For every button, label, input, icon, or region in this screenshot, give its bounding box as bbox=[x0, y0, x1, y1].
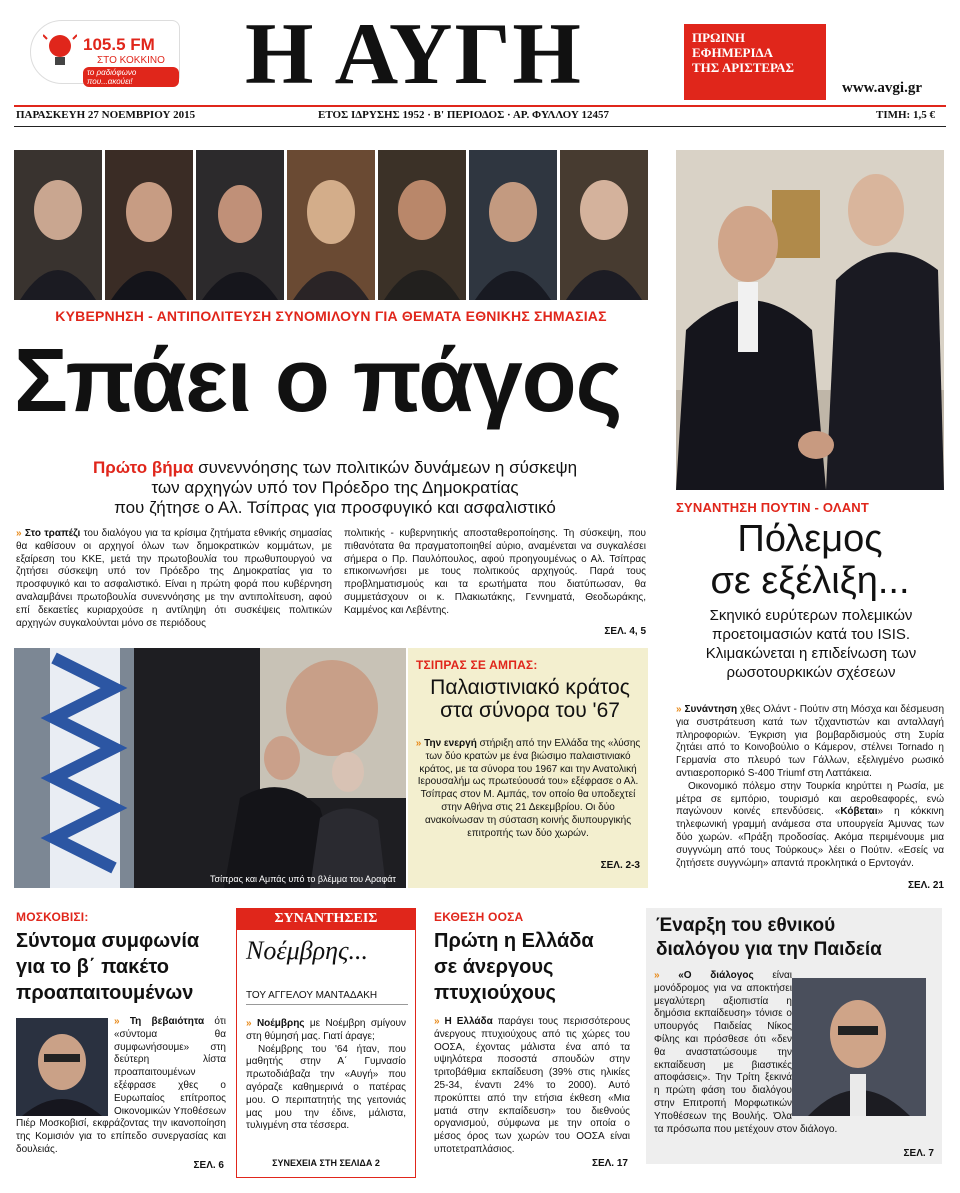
moscovici-body bbox=[16, 1016, 226, 1157]
body-paragraph: Νοέμβρης του '64 ήταν, που μαθητής στην Α΄ Γυμνασίο πρωτοδιάβαζα την «Αυγή» που αγόραζε καθημερινά ο πατέρας μου. Ο περιπατητής της γειτονιάς μας μου την έδινε, μάλιστα, τυλιγμένη στα τέσσερα. bbox=[246, 1043, 406, 1132]
body-paragraph bbox=[676, 781, 944, 871]
column-author: ΤΟΥ ΑΓΓΕΛΟΥ ΜΑΝΤΑΔΑΚΗ bbox=[246, 990, 408, 1005]
headline-line: διαλόγου για την Παιδεία bbox=[656, 939, 882, 960]
tagline-box bbox=[684, 24, 826, 100]
headline-line: σε άνεργους bbox=[434, 956, 554, 978]
oecd-page-ref: ΣΕΛ. 17 bbox=[591, 1158, 628, 1169]
tsipras-abbas-photo bbox=[14, 648, 406, 888]
body-lead: Στο τραπέζι bbox=[24, 528, 81, 539]
price: ΤΙΜΗ: 1,5 € bbox=[876, 109, 935, 121]
oecd-kicker: ΕΚΘΕΣΗ ΟΟΣΑ bbox=[434, 910, 524, 924]
column-body bbox=[246, 1018, 406, 1133]
arrow-icon: » bbox=[415, 738, 422, 749]
tsipras-body bbox=[412, 738, 644, 840]
deck-line: των αρχηγών υπό τον Πρόεδρο της Δημοκρατίας bbox=[151, 478, 519, 497]
radio-name: ΣΤΟ ΚΟΚΚΙΝΟ bbox=[97, 55, 165, 66]
education-headline bbox=[656, 914, 936, 962]
radio-ad[interactable] bbox=[30, 20, 180, 84]
body-text: με Νοέμβρη σμίγουν στη θύμησή μας. Γιατί άραγε; bbox=[246, 1018, 407, 1042]
arrow-icon: » bbox=[114, 1016, 120, 1027]
body-lead: Την ενεργή bbox=[424, 738, 477, 749]
body-text: Την Τρίτη ξεκινά η πρώτη φάση του διαλόγου στην Επιτροπή Μορφωτικών Υποθέσεων της Βουλής. Όλα τα πρόσωπα που μετέχουν στον διάλογο. bbox=[654, 1072, 838, 1135]
body-lead: Η Ελλάδα bbox=[444, 1016, 493, 1027]
body-lead: Συνάντηση bbox=[684, 704, 738, 715]
tagline-line: ΠΡΩΙΝΗ bbox=[692, 30, 746, 45]
arrow-icon: » bbox=[654, 970, 660, 981]
arrow-icon: » bbox=[434, 1016, 440, 1027]
body-text: στήριξη από την Ελλάδα της «λύσης των δύο κρατών με ένα βιώσιμο παλαιστινιακό κράτος, με τα σύνορα του 1967 και την Ανατολική Ιερουσαλήμ ως πρωτεύουσά του» εξέφρασε ο Αλ. Τσίπρας στον Μ. Αμπάς, τον οποίο θα υποδεχτεί στην Αθήνα στις 21 Δεκεμβρίου. Οι δύο ανακοίνωσαν τη σύσταση κοινής διυπουργικής επιτροπής των δύο χωρών. bbox=[417, 738, 641, 839]
header-rule-red bbox=[14, 105, 946, 107]
header-rule bbox=[14, 126, 946, 127]
body-lead: Τη βεβαιότητα bbox=[129, 1016, 205, 1027]
headline-line: Έναρξη του εθνικού bbox=[656, 915, 836, 936]
leaders-photo-strip bbox=[14, 150, 648, 300]
column-continuation[interactable]: ΣΥΝΕΧΕΙΑ ΣΤΗ ΣΕΛΙΔΑ 2 bbox=[272, 1158, 380, 1168]
column-title: Νοέμβρης... bbox=[246, 936, 369, 965]
body-text: πολιτικής - κυβερνητικής αποσταθεροποίησης. Τη σύσκεψη, που πιθανότατα θα πραγματοποιηθεί αύριο, αναμένεται να συγκαλέσει σήμερα ο Πρ. Παυλόπουλος, αφού προηγουμένως ο Αλ. Τσίπρας επικοινωνήσει με τους πολιτικούς αρχηγούς. Παρά τους προβληματισμούς και τα ερωτήματα που διατύπωσαν, θα συμμετάσχουν οι κ. Πλακιωτάκης, Γεννηματά, Θεοδωράκης, Καμμένος και Λεβέντης. bbox=[344, 528, 646, 616]
lightbulb-icon bbox=[43, 31, 77, 71]
arrow-icon: » bbox=[246, 1018, 252, 1029]
lead-deck bbox=[40, 458, 630, 518]
body-text: Οικονομικό πόλεμο στην Τουρκία κηρύττει η Ρωσία, με μέτρα σε εμπόριο, τουρισμό και αεροθεαφορές, ενώ παγώνουν κοινές επενδύσεις. « bbox=[676, 780, 944, 818]
education-page-ref: ΣΕΛ. 7 bbox=[903, 1148, 934, 1159]
arrow-icon: » bbox=[16, 528, 22, 539]
headline-line: Πρώτη η Ελλάδα bbox=[434, 930, 594, 952]
lead-kicker: ΚΥΒΕΡΝΗΣΗ - ΑΝΤΙΠΟΛΙΤΕΥΣΗ ΣΥΝΟΜΙΛΟΥΝ ΓΙΑ ΘΕΜΑΤΑ ΕΘΝΙΚΗΣ ΣΗΜΑΣΙΑΣ bbox=[55, 308, 607, 324]
deck-line bbox=[40, 458, 630, 478]
lead-headline: Σπάει ο πάγος bbox=[14, 331, 622, 431]
leader-photo bbox=[196, 150, 284, 300]
radio-slogan: το ραδιόφωνο που...ακούει! bbox=[83, 67, 179, 87]
headline-line: Παλαιστινιακό κράτος bbox=[430, 676, 630, 699]
text-wrap-spacer bbox=[16, 1016, 114, 1114]
deck-text: συνεννόησης των πολιτικών δυνάμεων η σύσκεψη bbox=[193, 458, 578, 477]
putin-kicker: ΣΥΝΑΝΤΗΣΗ ΠΟΥΤΙΝ - ΟΛΑΝΤ bbox=[676, 500, 870, 515]
lead-body-col1 bbox=[16, 528, 332, 630]
putin-hollande-photo bbox=[676, 150, 944, 490]
headline-line: σε εξέλιξη... bbox=[710, 560, 910, 602]
body-text: χθες Ολάντ - Πούτιν στη Μόσχα και δέσμευση για συστράτευση κατά των τζιχαντιστών και ανταλλαγή πληροφοριών. Έγκριση για βομβαρδισμούς στη Συρία ζητάει από το Κοινοβούλιο ο Κάμερον, στέλνει Tornado η Γερμανία στο πλευρό των Γάλλων, εξελιγμένο ρωσικό αντιαεροπορικό S-400 Triumf στη Λαττάκεια. bbox=[676, 704, 945, 779]
body-text: παράγει τους περισσότερους άνεργους πτυχιούχους από τις χώρες του ΟΟΣΑ, έχοντας μάλιστα ένα από τα υψηλότερα ποσοστά σπουδών στην τριτοβάθμια εκπαίδευση (39% στις ηλικίες 25-34, έναντι 24% το 2000). Αυτό προκύπτει από την ετήσια έκθεση «Μια ματιά στην εκπαίδευση» του διεθνούς οργανισμού, σύμφωνα με την οποία ο μέσος όρος των χωρών του ΟΟΣΑ είναι υποτετραπλάσιος. bbox=[434, 1016, 631, 1155]
body-lead: Νοέμβρης bbox=[256, 1018, 305, 1029]
moscovici-headline bbox=[16, 928, 226, 1006]
headline-line: προαπαιτουμένων bbox=[16, 982, 194, 1004]
headline-line: Σύντομα συμφωνία bbox=[16, 930, 200, 952]
headline-line: πτυχιούχους bbox=[434, 982, 556, 1004]
radio-frequency: 105.5 FM bbox=[83, 35, 155, 54]
putin-body bbox=[676, 704, 944, 870]
body-emphasis: Κόβεται bbox=[840, 806, 878, 818]
leader-photo bbox=[378, 150, 466, 300]
website-link[interactable]: www.avgi.gr bbox=[842, 80, 922, 96]
leader-photo bbox=[14, 150, 102, 300]
moscovici-page-ref: ΣΕΛ. 6 bbox=[193, 1160, 224, 1171]
putin-headline bbox=[676, 518, 944, 602]
body-lead: «Ο διάλογος bbox=[678, 970, 754, 981]
headline-line: για το β΄ πακέτο bbox=[16, 956, 169, 978]
issue-info: ΕΤΟΣ ΙΔΡΥΣΗΣ 1952 · Β' ΠΕΡΙΟΔΟΣ · ΑΡ. ΦΥΛΛΟΥ 12457 bbox=[318, 109, 610, 121]
putin-page-ref: ΣΕΛ. 21 bbox=[907, 880, 944, 891]
newspaper-title: Η ΑΥΓΗ bbox=[245, 6, 583, 103]
tagline-line: ΤΗΣ ΑΡΙΣΤΕΡΑΣ bbox=[692, 60, 794, 75]
photo-caption: Τσίπρας και Αμπάς υπό το βλέμμα του Αραφάτ bbox=[210, 874, 396, 884]
lead-body-col2 bbox=[344, 528, 646, 618]
oecd-body bbox=[434, 1016, 630, 1157]
leader-photo bbox=[560, 150, 648, 300]
arrow-icon: » bbox=[676, 704, 682, 715]
lead-page-ref: ΣΕΛ. 4, 5 bbox=[604, 626, 646, 637]
oecd-headline bbox=[434, 928, 634, 1006]
leader-photo bbox=[105, 150, 193, 300]
putin-deck: Σκηνικό ευρύτερων πολεμικών προετοιμασιών κατά του ISIS. Κλιμακώνεται η επιδείνωση των ρωσοτουρκικών σχέσεων bbox=[705, 607, 917, 681]
body-text: είναι μονόδρομος για να αποκτήσει μεγαλύτερη αξιοπιστία η δημόσια εκπαίδευση» τόνισε ο υπουργός Παιδείας Νίκος Φίλης και πρόσθεσε ότι «δεν θα αναστατώσουμε την εκπαίδευση με βιαστικές αποφάσεις». bbox=[654, 970, 793, 1084]
education-body bbox=[654, 970, 934, 1136]
body-text: ότι «σύντομα θα συμφωνήσουμε» στη δεύτερη λίστα προαπαιτουμένων εξέφρασε χθες ο Ευρωπαίος επίτροπος Οικονομικών Υποθέσεων Πιέρ Μοσκοβισί, εκφράζοντας την ικανοποίηση της Κομισιόν για το επίπεδο συνεργασίας και δουλειάς. bbox=[16, 1016, 226, 1155]
moscovici-kicker: ΜΟΣΚΟΒΙΣΙ: bbox=[16, 910, 89, 924]
tsipras-headline bbox=[416, 676, 644, 722]
body-text: » η κόκκινη τηλεφωνική γραμμή ανάμεσα στα υπουργεία Άμυνας των δύο χωρών. «Πράξη προδοσίας. Ακόμα περιμένουμε μια συγγνώμη από τους Τούρκους» λέει ο Πούτιν. «Εσείς να ζητήσετε συγγνώμη» απαντά προκλητικά ο Ερντογάν. bbox=[676, 806, 944, 869]
issue-date: ΠΑΡΑΣΚΕΥΗ 27 ΝΟΕΜΒΡΙΟΥ 2015 bbox=[16, 109, 196, 121]
column-label: ΣΥΝΑΝΤΗΣΕΙΣ bbox=[236, 908, 416, 930]
leader-photo bbox=[287, 150, 375, 300]
tsipras-page-ref: ΣΕΛ. 2-3 bbox=[600, 860, 640, 871]
text-wrap-spacer bbox=[792, 970, 934, 1114]
tagline-line: ΕΦΗΜΕΡΙΔΑ bbox=[692, 45, 774, 60]
body-text: του διαλόγου για τα κρίσιμα ζητήματα εθνικής σημασίας θα καθίσουν οι αρχηγοί όλων των δημοκρατικών κομμάτων, με εξαίρεση του ΚΚΕ, μετά την πρωτοβουλία του πρωθυπουργού να ζητήσει σύσκεψη υπό τον Πρόεδρο της Δημοκρατίας για το προσφυγικό και το ασφαλιστικό. Είναι η πρώτη φορά που κυβέρνηση αναλαμβάνει πρωτοβουλία συνεννόησης με την αντιπολίτευση, αφού επί δεκαετίες κυριαρχούσε η αντίληψη ότι συσκέψεις πολιτικών αρχηγών συγκαλούνται μόνο σε περιόδους bbox=[16, 528, 333, 629]
headline-line: Πόλεμος bbox=[737, 518, 883, 560]
tsipras-kicker: ΤΣΙΠΡΑΣ ΣΕ ΑΜΠΑΣ: bbox=[416, 658, 538, 672]
headline-line: στα σύνορα του '67 bbox=[440, 699, 620, 722]
leader-photo bbox=[469, 150, 557, 300]
deck-highlight: Πρώτο βήμα bbox=[92, 458, 194, 477]
deck-line: που ζήτησε ο Αλ. Τσίπρας για προσφυγικό και ασφαλιστικό bbox=[114, 498, 556, 517]
